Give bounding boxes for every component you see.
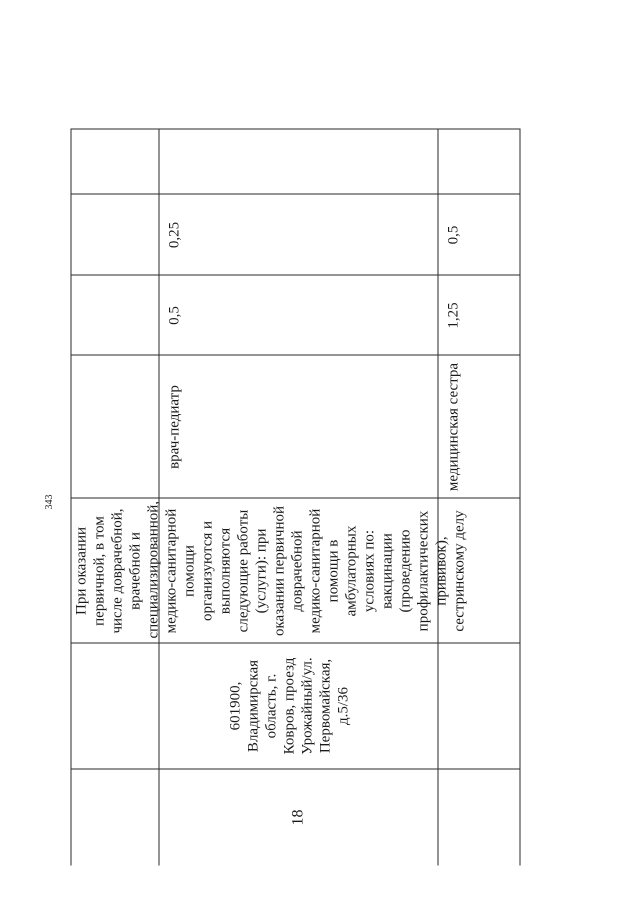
value-cell-1-3: [159, 129, 239, 195]
position-1: врач-педиатр: [166, 385, 182, 469]
row-number-cell: [238, 770, 358, 866]
value-cell-1-1: [159, 276, 239, 356]
services-cell: [70, 499, 520, 644]
value-cell-2-3: [438, 129, 519, 195]
position-cell-1: [159, 356, 239, 499]
services-text: При оказании первичной, в том числе доврачебной, врачебной и специализированной, медико-санитарной помощи организуются и выполняются следующие работы (услуги): при оказании первичной доврачебной медико-санитарной помощи в амбулаторных условиях по: вакцинации (проведению профилактических прививок), сестринскому делу: [73, 500, 467, 639]
value-cell-1-2: [159, 195, 239, 276]
position-2: медицинская сестра: [445, 362, 461, 492]
value-cell-2-1: [438, 276, 519, 356]
address-text: 601900, Владимирская область, г. Ковров, проезд Урожайный/ул. Первомайская, д.5/36: [227, 657, 351, 755]
row-number: 18: [289, 809, 306, 826]
address-cell: [220, 644, 437, 769]
rotated-table: [70, 129, 520, 866]
value-1-2: 0,25: [166, 221, 182, 249]
position-cell-2: [438, 356, 519, 499]
value-cell-2-2: [438, 195, 519, 276]
value-2-1: 1,25: [445, 302, 461, 329]
value-2-2: 0,5: [445, 225, 461, 245]
value-1-1: 0,5: [166, 306, 182, 325]
page-number: 343: [44, 494, 55, 510]
